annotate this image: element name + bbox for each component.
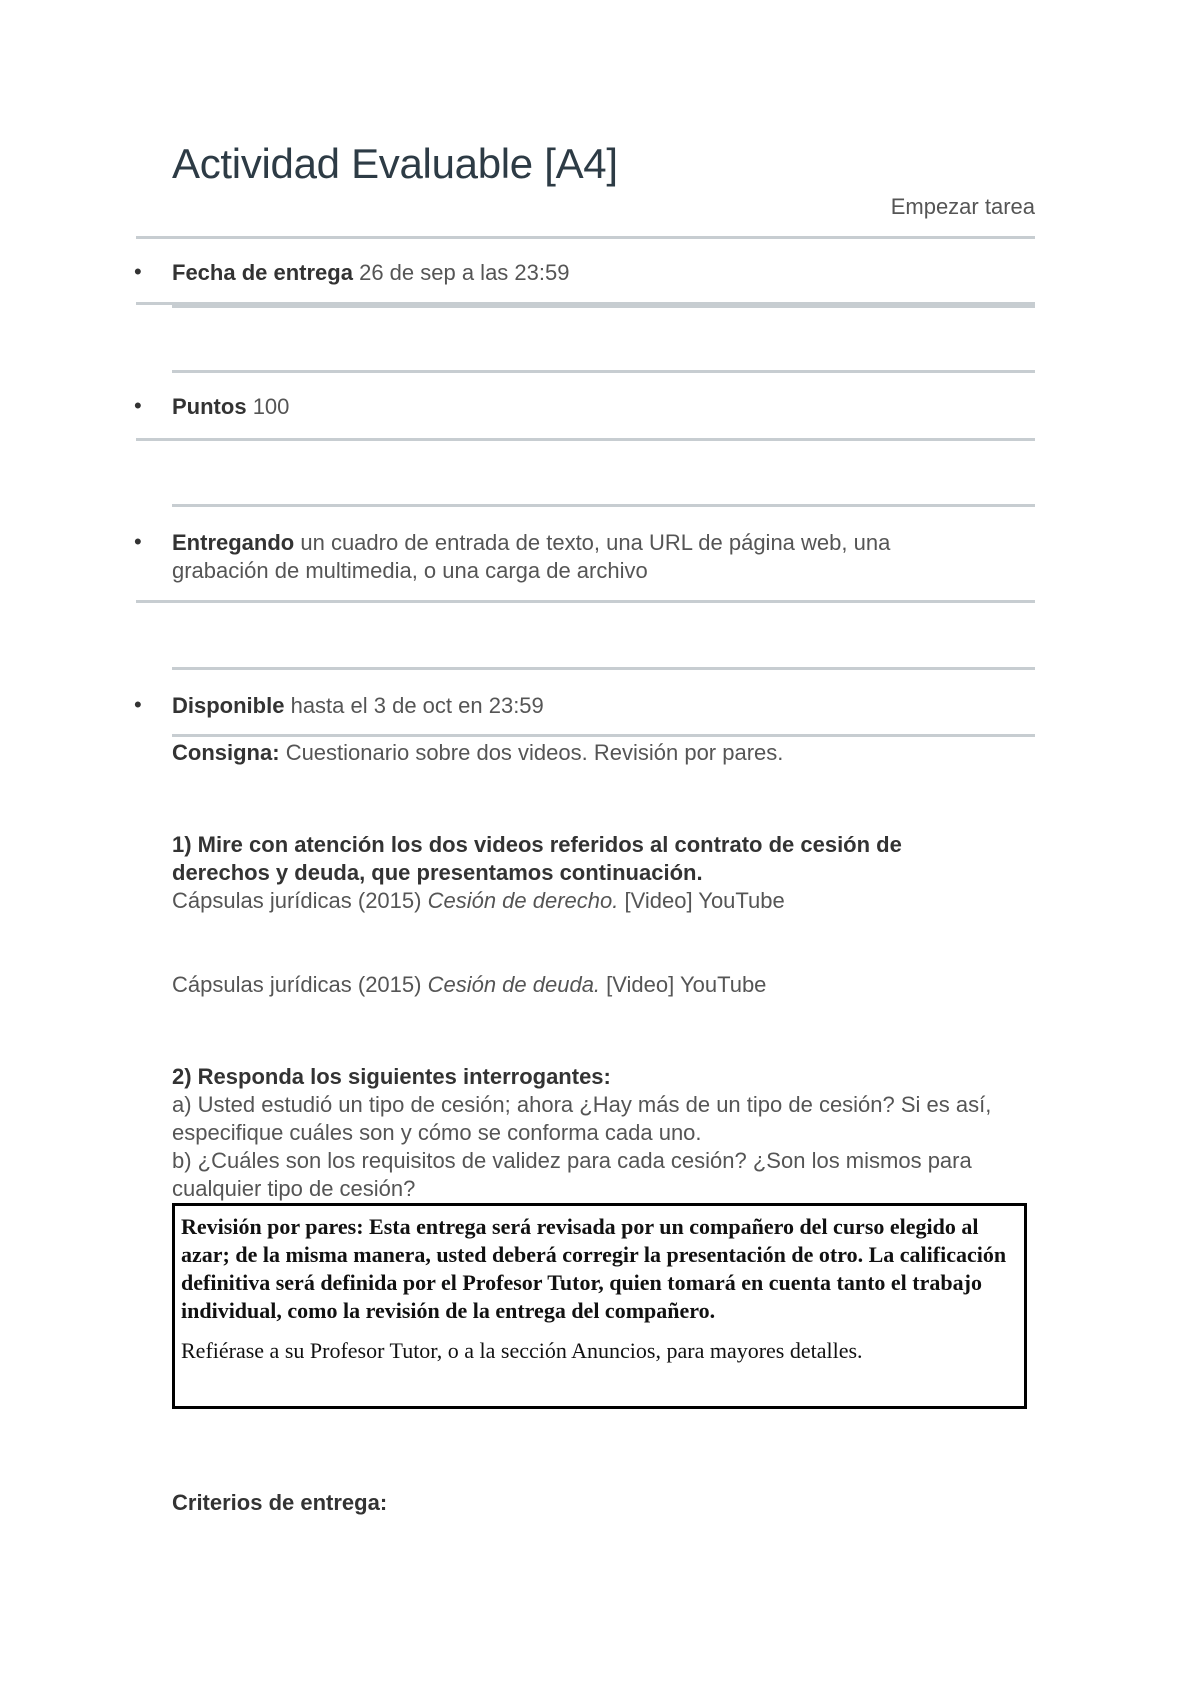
peer-review-text: Revisión por pares: Esta entrega será revisada por un compañero del curso elegido al azar; de la misma manera, usted deberá corregir la presentación de otro. La calificación definitiva será definida por el Profesor Tutor, quien tomará en cuenta tanto el trabajo individual, como la revisión de la entrega del compañero.	[181, 1214, 1007, 1323]
question-1-heading: 1) Mire con atención los dos videos referidos al contrato de cesión de derechos y deuda, que presentamos continuación.	[172, 832, 902, 885]
submission-types-value: un cuadro de entrada de texto, una URL de página web, una grabación de multimedia, o una carga de archivo	[172, 530, 891, 583]
submission-types-label: Entregando	[172, 530, 295, 555]
submission-types-row	[172, 529, 992, 585]
divider	[172, 370, 1035, 373]
points-label: Puntos	[172, 394, 247, 419]
points-value: 100	[252, 394, 290, 419]
bullet-icon: •	[134, 259, 142, 284]
due-date-label: Fecha de entrega	[172, 260, 353, 285]
video-1-source: [Video] YouTube	[618, 888, 785, 913]
due-date-row	[172, 259, 1032, 287]
divider	[172, 305, 1035, 308]
video-2-source: [Video] YouTube	[600, 972, 767, 997]
availability-value: hasta el 3 de oct en 23:59	[290, 693, 544, 718]
video-2-title[interactable]: Cesión de deuda.	[427, 972, 601, 997]
availability-row	[172, 692, 1032, 720]
video-1-title[interactable]: Cesión de derecho.	[427, 888, 619, 913]
video-1-author: Cápsulas jurídicas (2015)	[172, 888, 428, 913]
points-row	[172, 393, 1032, 421]
divider	[136, 438, 1035, 441]
bullet-icon: •	[134, 692, 142, 717]
consigna-text: Cuestionario sobre dos videos. Revisión por pares.	[285, 740, 784, 765]
divider	[136, 236, 1035, 239]
video-2-author: Cápsulas jurídicas (2015)	[172, 972, 428, 997]
video-1-reference	[172, 887, 1052, 915]
divider	[136, 600, 1035, 603]
question-2-heading: 2) Responda los siguientes interrogantes:	[172, 1064, 611, 1089]
consigna-paragraph	[172, 739, 1052, 767]
peer-review-notice	[172, 1203, 1027, 1409]
question-2a: a) Usted estudió un tipo de cesión; ahora ¿Hay más de un tipo de cesión? Si es así, especifique cuáles son y cómo se conforma cada uno.	[172, 1092, 992, 1145]
divider	[172, 504, 1035, 507]
divider	[172, 667, 1035, 670]
bullet-icon: •	[134, 529, 142, 554]
video-2-reference	[172, 971, 1052, 999]
start-assignment-button[interactable]: Empezar tarea	[890, 194, 1035, 219]
divider	[172, 734, 1035, 737]
criteria-heading: Criterios de entrega:	[172, 1490, 388, 1515]
page-title: Actividad Evaluable [A4]	[172, 140, 618, 187]
question-2b: b) ¿Cuáles son los requisitos de validez para cada cesión? ¿Son los mismos para cualquier tipo de cesión?	[172, 1148, 972, 1201]
bullet-icon: •	[134, 393, 142, 418]
due-date-value: 26 de sep a las 23:59	[359, 260, 570, 285]
peer-review-note: Refiérase a su Profesor Tutor, o a la sección Anuncios, para mayores detalles.	[181, 1338, 863, 1363]
availability-label: Disponible	[172, 693, 285, 718]
consigna-label: Consigna:	[172, 740, 280, 765]
